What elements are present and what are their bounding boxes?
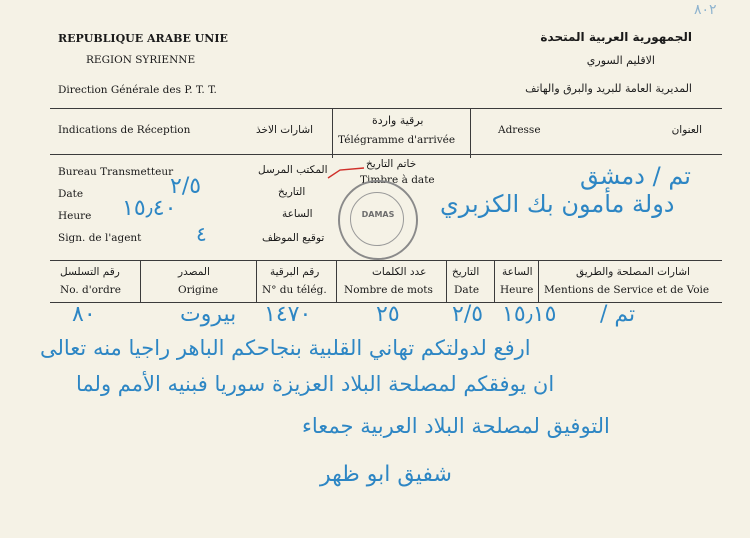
col-ordre-ar: رقم التسلسل [60, 266, 120, 278]
col-ordre-fr: No. d'ordre [60, 284, 121, 296]
indications-ar: اشارات الاخذ [256, 124, 314, 136]
message-line-1: ارفع لدولتكم تهاني القلبية بنجاحكم الباهر راجيا منه تعالى [40, 336, 531, 360]
col-divider-1 [140, 260, 141, 302]
sign-label-fr: Sign. de l'agent [58, 232, 142, 244]
value-date: ٢/٥ [452, 302, 484, 327]
col-divider-5 [494, 260, 495, 302]
bureau-label-ar: المكتب المرسل [258, 164, 328, 176]
rule-headings [50, 154, 470, 155]
col-mentions-ar: اشارات المصلحة والطريق [576, 266, 690, 278]
col-divider-6 [538, 260, 539, 302]
col-mentions-fr: Mentions de Service et de Voie [544, 284, 710, 296]
region-ar: الاقليم السوري [586, 54, 655, 67]
value-mots: ٢٥ [376, 302, 400, 327]
date-value: ٢/٥ [170, 174, 202, 199]
col-mots-fr: Nombre de mots [344, 284, 433, 296]
stamp-label-fr: Timbre à date [360, 174, 435, 186]
value-origine: بيروت [180, 302, 237, 327]
col-mots-ar: عدد الكلمات [372, 266, 427, 278]
address-line-2: دولة مأمون بك الكزبري [440, 190, 675, 218]
value-ordre: ٨٠ [72, 302, 96, 327]
direction-fr: Direction Générale des P. T. T. [58, 84, 217, 96]
sign-value: ٤ [196, 222, 207, 246]
hour-label-fr: Heure [58, 210, 92, 222]
value-mentions: تم / [600, 302, 636, 327]
message-line-3: التوفيق لمصلحة البلاد العربية جمعاء [302, 414, 610, 438]
col-heure-fr: Heure [500, 284, 534, 296]
date-label-fr: Date [58, 188, 84, 200]
address-fr: Adresse [498, 124, 541, 136]
col-date-fr: Date [454, 284, 480, 296]
message-line-2: ان يوفقكم لمصلحة البلاد العزيزة سوريا فبنيه الأمم ولما [76, 372, 555, 396]
hour-label-ar: الساعة [282, 208, 313, 220]
date-label-ar: التاريخ [278, 186, 306, 198]
red-check-mark [326, 166, 366, 180]
date-stamp-text: DAMAS [361, 210, 395, 219]
corner-mark: ٨٠٢ [694, 2, 717, 18]
col-date-ar: التاريخ [452, 266, 480, 278]
col-telegram-fr: N° du télég. [262, 284, 327, 296]
rule-address [470, 154, 722, 155]
col-origine-fr: Origine [178, 284, 219, 296]
telegram-fr: Télégramme d'arrivée [338, 134, 456, 146]
col-divider-3 [336, 260, 337, 302]
col-telegram-ar: رقم البرقية [270, 266, 320, 278]
divider-address [470, 108, 471, 158]
divider-indications [332, 108, 333, 158]
rule-top [50, 108, 722, 109]
sign-label-ar: توقيع الموظف [262, 232, 325, 244]
republic-fr: REPUBLIQUE ARABE UNIE [58, 32, 228, 45]
stamp-label-ar: خاتم التاريخ [366, 158, 417, 170]
region-fr: REGION SYRIENNE [86, 54, 196, 66]
address-line-1: تم / دمشق [580, 162, 691, 190]
hour-value: ١٥٫٤٠ [122, 196, 177, 221]
col-divider-4 [446, 260, 447, 302]
col-origine-ar: المصدر [178, 266, 210, 278]
bureau-label-fr: Bureau Transmetteur [58, 166, 174, 178]
col-heure-ar: الساعة [502, 266, 533, 278]
indications-fr: Indications de Réception [58, 124, 191, 136]
telegram-ar: برقية واردة [372, 114, 424, 127]
value-heure: ١٥٫١٥ [502, 302, 557, 327]
direction-ar: المديرية العامة للبريد والبرق والهاتف [525, 82, 692, 95]
rule-columns-top [50, 260, 722, 261]
col-divider-2 [256, 260, 257, 302]
date-stamp-inner-ring [350, 192, 404, 246]
value-telegram: ١٤٧٠ [264, 302, 312, 327]
date-stamp [338, 180, 418, 260]
message-signature: شفيق ابو ظهر [320, 462, 452, 487]
republic-ar: الجمهورية العربية المتحدة [540, 30, 692, 44]
address-ar: العنوان [671, 124, 702, 136]
